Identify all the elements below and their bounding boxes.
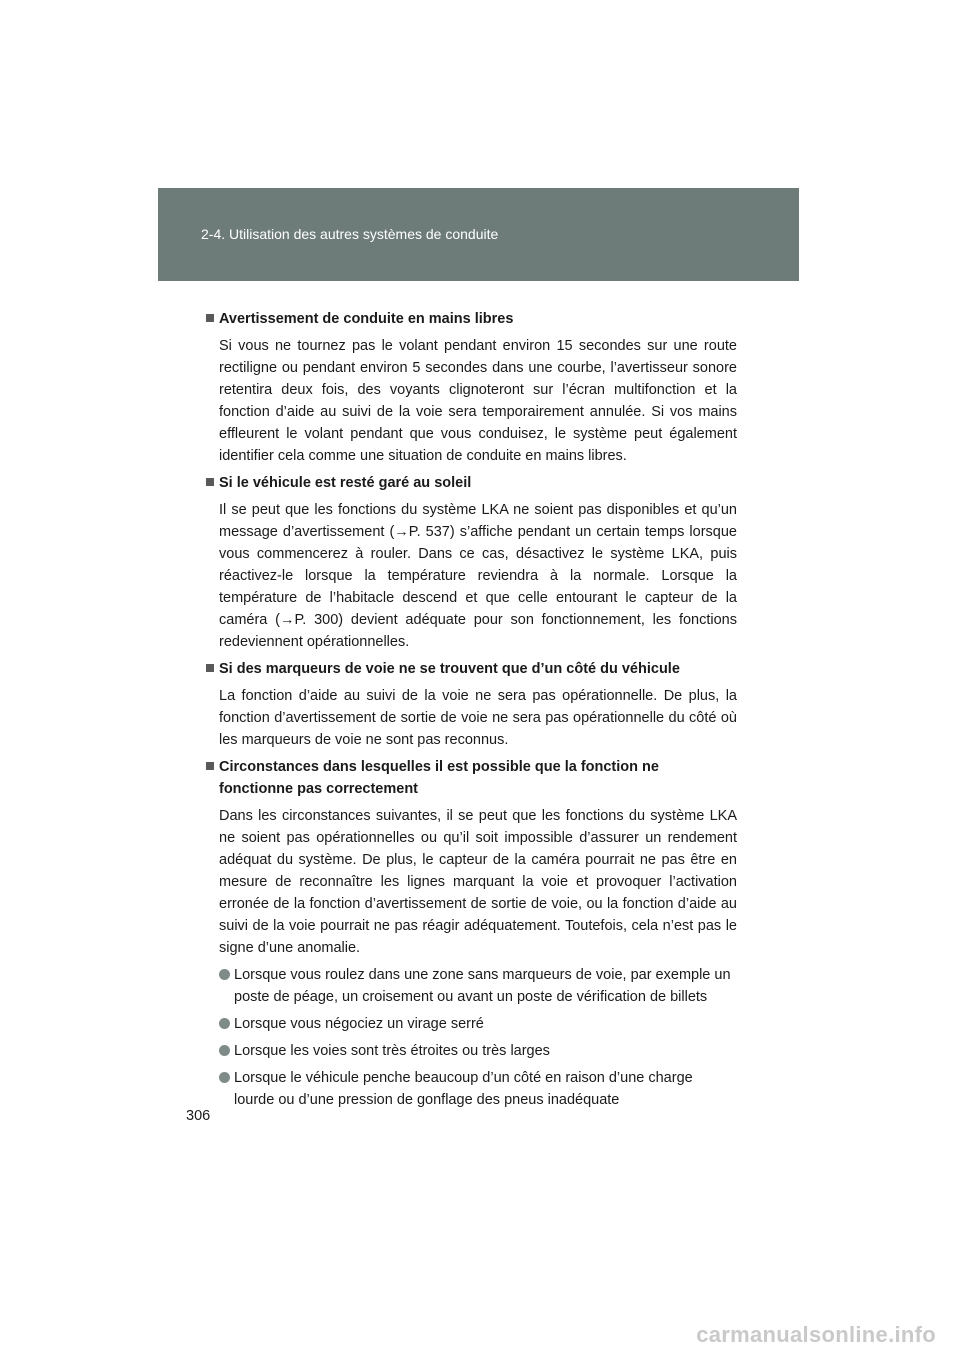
square-bullet-icon	[206, 664, 214, 672]
square-bullet-icon	[206, 478, 214, 486]
square-bullet-icon	[206, 314, 214, 322]
section-heading-text: Circonstances dans lesquelles il est possible que la fonction ne fonctionne pas correctement	[219, 759, 659, 797]
square-bullet-icon	[206, 762, 214, 770]
section-heading-text: Avertissement de conduite en mains libres	[219, 311, 514, 327]
section-heading-parked-sun	[206, 472, 737, 494]
section-body-circumstances: Dans les circonstances suivantes, il se peut que les fonctions du système LKA ne soient pas opérationnelles ou qu’il soit impossible d’assurer un rendement adéquat du système. De plus, le capteur de la caméra pourrait ne pas être en mesure de reconnaître les lignes marquant la voie et provoquer l’activation erronée de la fonction d’avertissement de sortie de voie, ou la fonction d’aide au suivi de la voie pourrait ne pas réagir adéquatement. Toutefois, cela n’est pas le signe d’une anomalie.	[219, 808, 737, 956]
list-item-text: Lorsque vous négociez un virage serré	[234, 1016, 484, 1032]
list-item	[219, 1040, 737, 1062]
page-content	[206, 308, 737, 1116]
round-bullet-icon	[219, 1072, 230, 1083]
watermark: carmanualsonline.info	[696, 1322, 936, 1347]
list-item-text: Lorsque le véhicule penche beaucoup d’un côté en raison d’une charge lourde ou d’une pression de gonflage des pneus inadéquate	[234, 1070, 693, 1108]
page-number: 306	[186, 1108, 211, 1124]
section-heading-text: Si des marqueurs de voie ne se trouvent que d’un côté du véhicule	[219, 661, 680, 677]
list-item	[219, 1067, 737, 1111]
circumstances-list	[206, 964, 737, 1111]
section-heading-one-side-markers	[206, 658, 737, 680]
section-body-one-side-markers: La fonction d’aide au suivi de la voie ne sera pas opérationnelle. De plus, la fonction d’avertissement de sortie de voie ne sera pas opérationnelle du côté où les marqueurs de voie ne sont pas reconnus.	[219, 688, 737, 748]
section-heading-text: Si le véhicule est resté garé au soleil	[219, 475, 472, 491]
list-item-text: Lorsque les voies sont très étroites ou très larges	[234, 1043, 550, 1059]
section-body-parked-sun: Il se peut que les fonctions du système LKA ne soient pas disponibles et qu’un message d’avertissement (→P. 537) s’affiche pendant un certain temps lorsque vous commencerez à rouler. Dans ce cas, désactivez le système LKA, puis réactivez-le lorsque la température reviendra à la normale. Lorsque la température de l’habitacle descend et que celle entourant le capteur de la caméra (→P. 300) devient adéquate pour son fonctionnement, les fonctions redeviennent opérationnelles.	[219, 502, 737, 650]
section-heading-circumstances	[206, 756, 737, 800]
list-item	[219, 964, 737, 1008]
round-bullet-icon	[219, 969, 230, 980]
section-body-hands-free: Si vous ne tournez pas le volant pendant environ 15 secondes sur une route rectiligne ou pendant environ 5 secondes dans une courbe, l’avertisseur sonore retentira deux fois, des voyants clignoteront sur l’écran multifonction et la fonction d’aide au suivi de la voie sera temporairement annulée. Si vos mains effleurent le volant pendant que vous conduisez, le système peut également identifier cela comme une situation de conduite en mains libres.	[219, 338, 737, 464]
list-item	[219, 1013, 737, 1035]
section-heading-hands-free	[206, 308, 737, 330]
section-header-bar	[158, 188, 799, 281]
round-bullet-icon	[219, 1018, 230, 1029]
section-title: 2-4. Utilisation des autres systèmes de conduite	[201, 226, 499, 242]
list-item-text: Lorsque vous roulez dans une zone sans marqueurs de voie, par exemple un poste de péage, un croisement ou avant un poste de vérification de billets	[234, 967, 731, 1005]
round-bullet-icon	[219, 1045, 230, 1056]
